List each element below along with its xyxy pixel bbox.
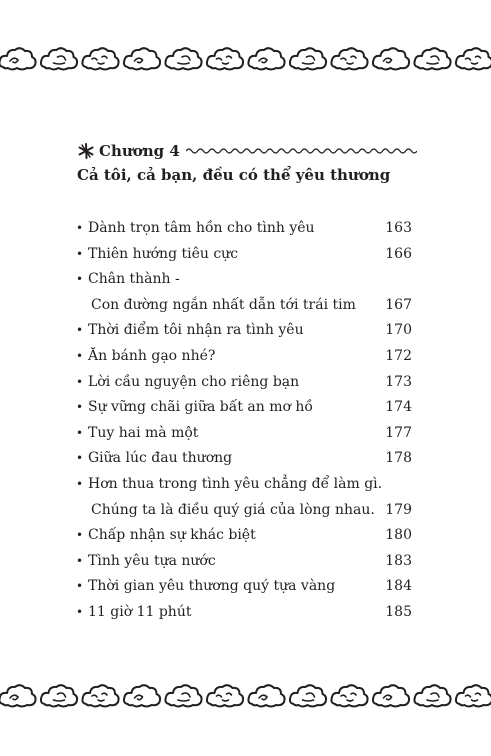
cloud-icon [290,48,326,69]
cloud-icon [331,48,367,69]
cloud-icon [165,685,201,706]
toc-page-number: 183 [385,552,412,569]
cloud-icon [456,685,491,706]
cloud-icon [414,685,450,706]
chapter-header [77,140,417,162]
toc-entry [76,242,412,268]
chapter-title: Cả tôi, cả bạn, đều có thể yêu thương [77,166,391,184]
toc-entry [76,600,412,626]
toc-entry [76,523,412,549]
toc-entry-title: • Chấp nhận sự khác biệt [88,527,256,544]
toc-page-number: 177 [385,424,412,441]
toc-entry-title: • Tình yêu tựa nước [88,552,216,569]
cloud-icon [124,685,160,706]
toc-page-number: 178 [385,450,412,467]
toc-entry [76,472,412,523]
toc-entry [76,421,412,447]
toc-entry [76,318,412,344]
toc-entry [76,549,412,575]
toc-entry-title: • Ăn bánh gạo nhé? [88,347,216,364]
cloud-icon [82,48,118,69]
table-of-contents [76,216,412,626]
cloud-icon [373,685,409,706]
toc-page-number: 173 [385,373,412,390]
toc-entry-title: • Sự vững chãi giữa bất an mơ hồ [88,399,313,416]
toc-page-number: 185 [385,603,412,620]
cloud-icon [207,48,243,69]
toc-page-number: 180 [385,527,412,544]
toc-entry-title: • Chân thành - [88,271,180,288]
toc-entry-title: • Lời cầu nguyện cho riêng bạn [88,373,300,390]
wavy-rule [186,146,417,156]
cloud-icon [373,48,409,69]
toc-entry [76,267,412,318]
toc-page-number: 172 [385,347,412,364]
top-cloud-border [0,40,491,80]
toc-entry-title: • Hơn thua trong tình yêu chẳng để làm gì. [88,475,383,492]
cloud-icon [41,48,77,69]
toc-entry-title: • Dành trọn tâm hồn cho tình yêu [88,220,315,236]
toc-entry-title: • Thiên hướng tiêu cực [88,245,239,262]
toc-entry [76,216,412,242]
toc-entry-title: Con đường ngắn nhất dẫn tới trái tim [91,296,356,313]
chapter-label: Chương 4 [99,142,180,160]
cloud-icon [82,685,118,706]
toc-page-number: 174 [385,399,412,416]
toc-entry-title: • 11 giờ 11 phút [88,603,192,620]
toc-page-number: 170 [385,322,412,339]
toc-entry-title: Chúng ta là điều quý giá của lòng nhau. [91,501,375,518]
cloud-icon [331,685,367,706]
cloud-icon [456,48,491,69]
toc-page-number: 163 [385,220,412,236]
cloud-icon [41,685,77,706]
toc-entry-title: • Giữa lúc đau thương [88,450,233,467]
toc-page-number: 184 [385,578,412,595]
cloud-icon [207,685,243,706]
cloud-icon [0,685,36,706]
toc-entry [76,344,412,370]
toc-entry [76,370,412,396]
bottom-cloud-border [0,677,491,717]
cloud-icon [0,48,36,69]
toc-entry-title: • Tuy hai mà một [88,424,199,441]
cloud-icon [248,48,284,69]
cloud-icon [414,48,450,69]
cloud-icon [165,48,201,69]
toc-entry [76,574,412,600]
toc-page-number: 179 [385,501,412,518]
toc-entry-title: • Thời điểm tôi nhận ra tình yêu [88,322,304,339]
cloud-icon [124,48,160,69]
asterisk-star-icon [77,142,95,160]
toc-page-number: 166 [385,245,412,262]
toc-page-number: 167 [385,296,412,313]
toc-entry-title: • Thời gian yêu thương quý tựa vàng [88,578,336,595]
cloud-icon [290,685,326,706]
toc-entry [76,446,412,472]
cloud-icon [248,685,284,706]
toc-entry [76,395,412,421]
